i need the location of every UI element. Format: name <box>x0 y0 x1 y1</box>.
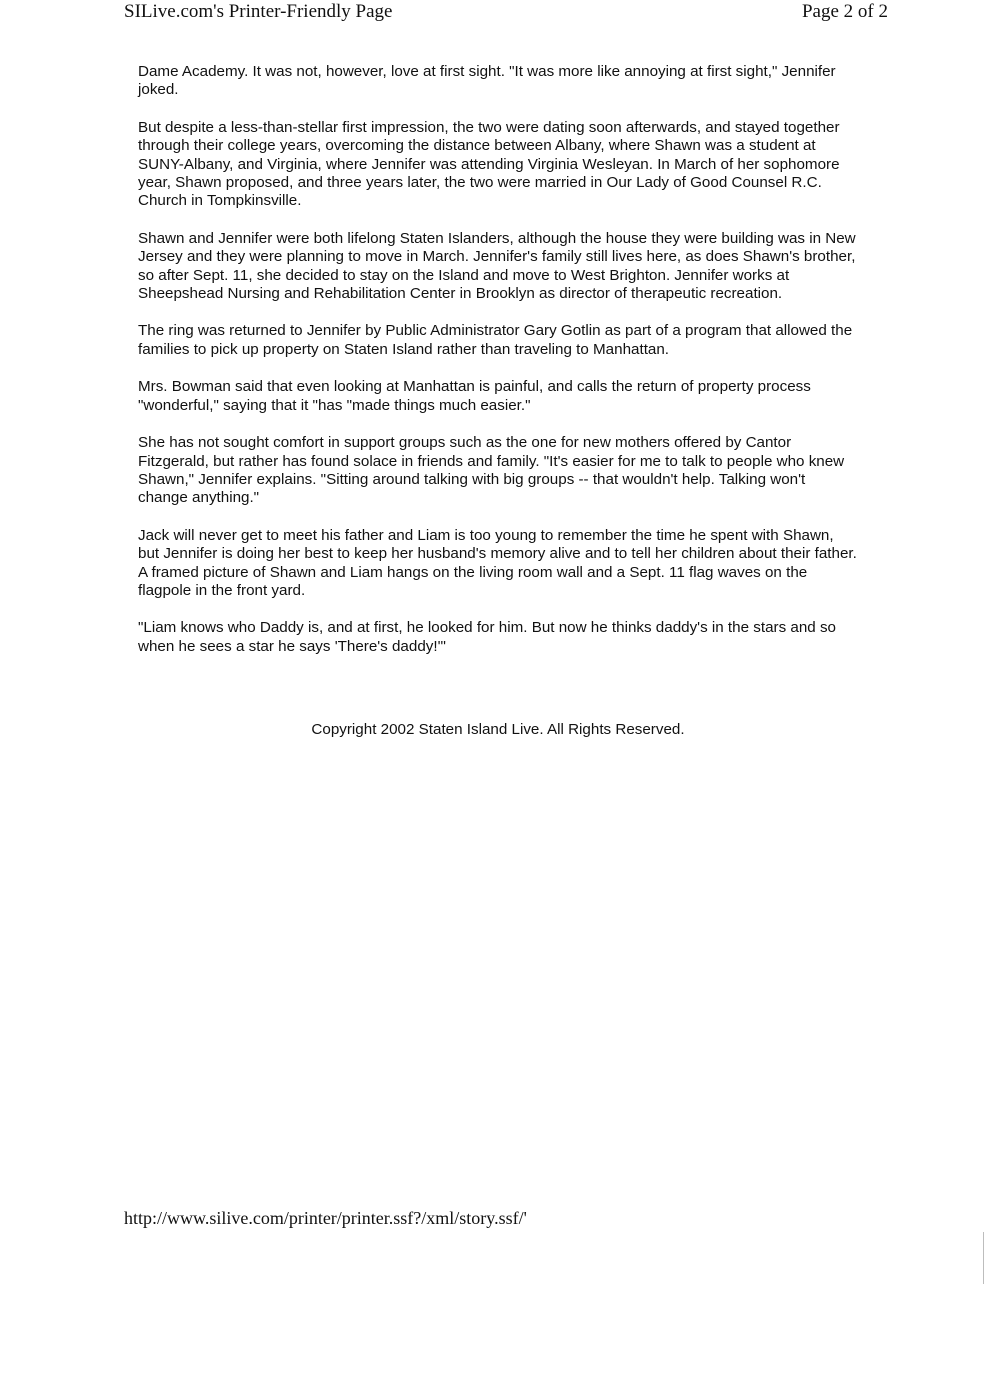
article-paragraph: Mrs. Bowman said that even looking at Manhattan is painful, and calls the return of property process "wonderful," saying that it "has "made things much easier." <box>138 378 811 414</box>
article-paragraph: Jack will never get to meet his father and Liam is too young to remember the time he spent with Shawn, but Jennifer is doing her best to keep her husband's memory alive and to tell her children about their father. A framed picture of Shawn and Liam hangs on the living room wall and a Sept. 11 flag waves on the flagpole in the front yard. <box>138 526 857 599</box>
article-body <box>138 63 858 675</box>
article-paragraph: The ring was returned to Jennifer by Public Administrator Gary Gotlin as part of a program that allowed the families to pick up property on Staten Island rather than traveling to Manhattan. <box>138 322 853 358</box>
article-paragraph: But despite a less-than-stellar first impression, the two were dating soon afterwards, and stayed together through their college years, overcoming the distance between Albany, where Shawn was a student at SUNY-Albany, and Virginia, where Jennifer was attending Virginia Wesleyan. In March of her sophomore year, Shawn proposed, and three years later, the two were married in Our Lady of Good Counsel R.C. Church in Tompkinsville. <box>138 118 840 210</box>
page-number: Page 2 of 2 <box>801 1 888 22</box>
article-paragraph: "Liam knows who Daddy is, and at first, he looked for him. But now he thinks daddy's in the stars and so when he sees a star he says 'There's daddy!'" <box>138 619 836 655</box>
print-header-title: SILive.com's Printer-Friendly Page <box>124 1 393 22</box>
article-paragraph: Dame Academy. It was not, however, love at first sight. "It was more like annoying at first sight," Jennifer joked. <box>138 63 836 99</box>
scan-edge-mark <box>983 1232 984 1284</box>
article-paragraph: She has not sought comfort in support groups such as the one for new mothers offered by Cantor Fitzgerald, but rather has found solace in friends and family. "It's easier for me to talk to people who knew Shawn," Jennifer explains. "Sitting around talking with big groups -- that wouldn't help. Talking won't change anything." <box>138 434 845 507</box>
article-paragraph: Shawn and Jennifer were both lifelong Staten Islanders, although the house they were building was in New Jersey and they were planning to move in March. Jennifer's family still lives here, as does Shawn's brother, so after Sept. 11, she decided to stay on the Island and move to West Brighton. Jennifer works at Sheepshead Nursing and Rehabilitation Center in Brooklyn as director of therapeutic recreation. <box>138 229 856 303</box>
copyright-notice: Copyright 2002 Staten Island Live. All Rights Reserved. <box>311 721 685 738</box>
footer-url: http://www.silive.com/printer/printer.ssf?/xml/story.ssf/' <box>124 1208 527 1228</box>
